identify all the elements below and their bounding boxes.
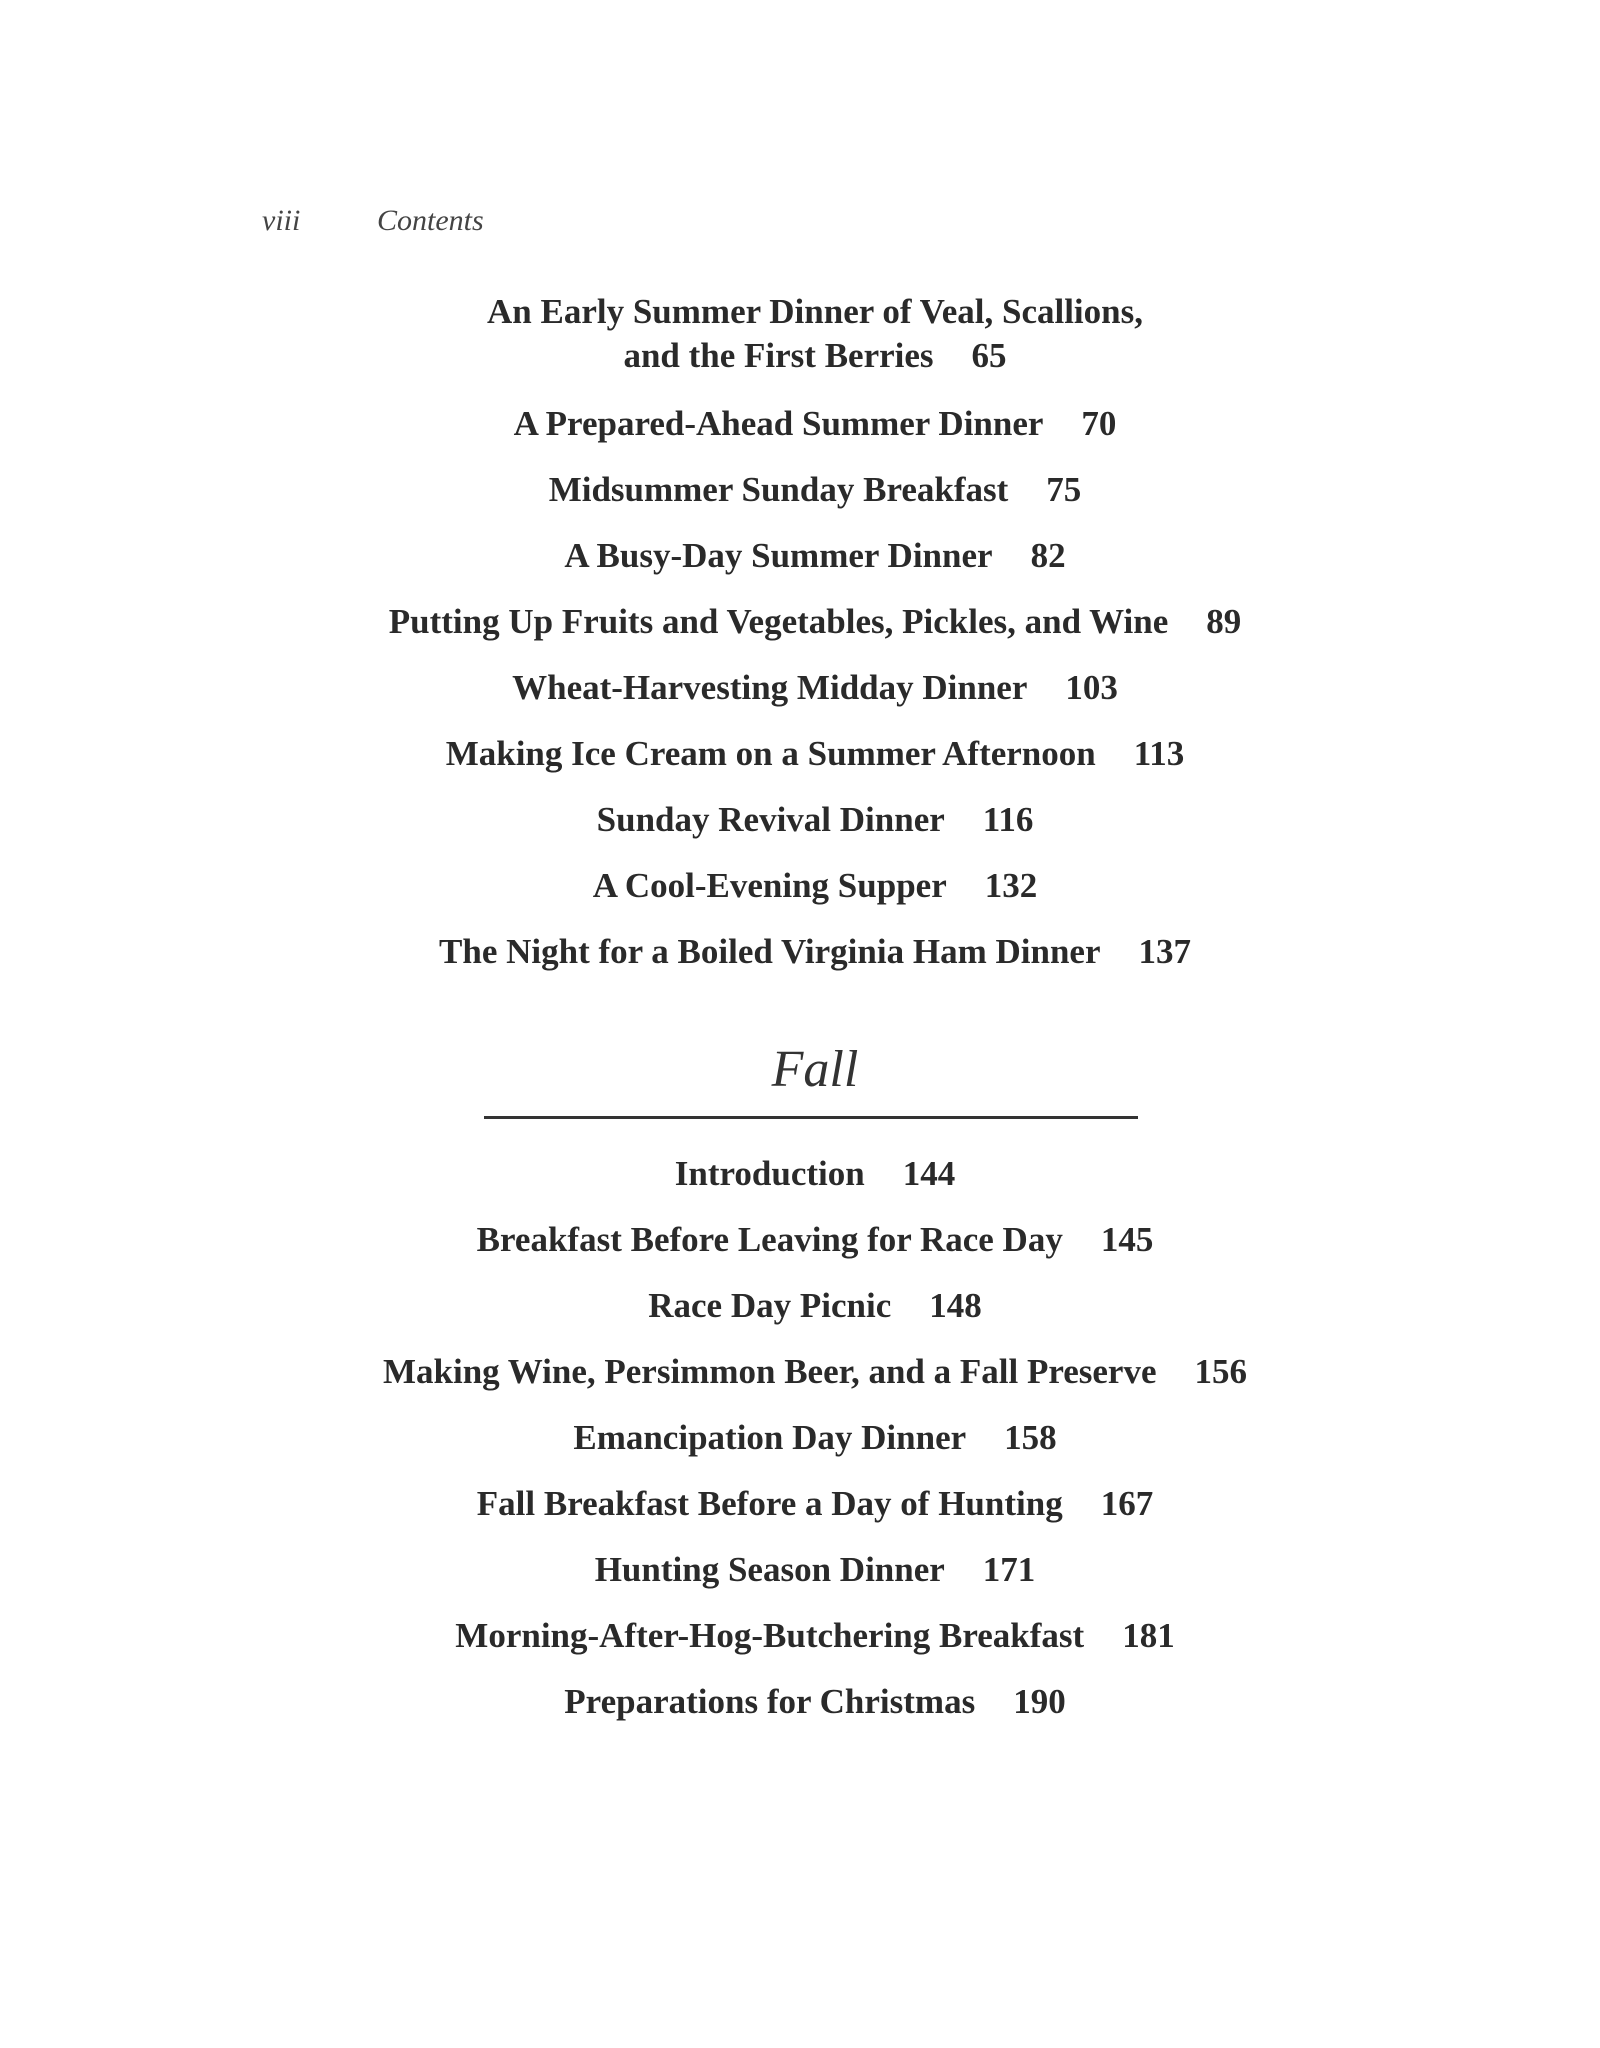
toc-entry-page: 132 <box>984 866 1038 905</box>
fall-contents-list <box>0 1152 1600 1746</box>
toc-entry <box>0 1482 1600 1548</box>
toc-entry-title: Making Wine, Persimmon Beer, and a Fall Preserve <box>382 1352 1157 1391</box>
toc-entry-title: Midsummer Sunday Breakfast <box>548 470 1009 509</box>
toc-entry <box>0 600 1600 666</box>
toc-entry-title: Fall Breakfast Before a Day of Hunting <box>476 1484 1063 1523</box>
toc-entry-title-line-2: and the First Berries <box>623 336 934 375</box>
toc-entry-page: 181 <box>1122 1616 1175 1655</box>
toc-entry-title-line-1: An Early Summer Dinner of Veal, Scallions, <box>487 292 1143 331</box>
toc-entry-title: Sunday Revival Dinner <box>596 800 945 839</box>
toc-entry-page: 70 <box>1081 404 1117 443</box>
toc-entry-page: 75 <box>1046 470 1082 509</box>
toc-entry <box>0 1152 1600 1218</box>
toc-entry-title: Race Day Picnic <box>648 1286 892 1325</box>
toc-entry <box>0 732 1600 798</box>
running-title: Contents <box>377 204 484 237</box>
toc-entry-page: 144 <box>902 1154 956 1193</box>
section-divider <box>484 1116 1138 1119</box>
page-number: viii <box>262 204 301 237</box>
toc-entry <box>0 1680 1600 1746</box>
toc-entry <box>0 930 1600 996</box>
toc-entry <box>0 1350 1600 1416</box>
toc-entry-page: 171 <box>982 1550 1036 1589</box>
toc-entry-title: Breakfast Before Leaving for Race Day <box>476 1220 1063 1259</box>
toc-entry-title: Making Ice Cream on a Summer Afternoon <box>445 734 1096 773</box>
toc-entry-title: Preparations for Christmas <box>564 1682 976 1721</box>
toc-entry-page: 89 <box>1206 602 1242 641</box>
toc-entry-page: 82 <box>1030 536 1066 575</box>
toc-entry <box>0 666 1600 732</box>
toc-entry-title: A Busy-Day Summer Dinner <box>564 536 993 575</box>
toc-entry <box>0 402 1600 468</box>
toc-entry <box>0 864 1600 930</box>
toc-entry <box>0 1614 1600 1680</box>
toc-entry <box>0 1416 1600 1482</box>
toc-entry-page: 145 <box>1100 1220 1154 1259</box>
toc-entry-page: 156 <box>1194 1352 1247 1391</box>
toc-entry-page: 137 <box>1138 932 1191 971</box>
toc-entry-page: 113 <box>1133 734 1185 773</box>
toc-entry-title: A Cool-Evening Supper <box>592 866 947 905</box>
toc-entry <box>0 468 1600 534</box>
toc-entry <box>0 534 1600 600</box>
toc-entry-title: Wheat-Harvesting Midday Dinner <box>512 668 1028 707</box>
toc-entry-title: Morning-After-Hog-Butchering Breakfast <box>455 1616 1085 1655</box>
toc-entry-page: 158 <box>1004 1418 1057 1457</box>
toc-entry-title: A Prepared-Ahead Summer Dinner <box>513 404 1044 443</box>
toc-entry-title: Emancipation Day Dinner <box>573 1418 967 1457</box>
toc-entry-title: The Night for a Boiled Virginia Ham Dinner <box>439 932 1101 971</box>
toc-entry-page: 167 <box>1100 1484 1154 1523</box>
toc-entry <box>0 290 1600 402</box>
toc-entry-title: Hunting Season Dinner <box>594 1550 945 1589</box>
toc-entry-title: Putting Up Fruits and Vegetables, Pickles, and Wine <box>388 602 1169 641</box>
section-heading-fall: Fall <box>771 1041 859 1098</box>
toc-entry-title: Introduction <box>674 1154 865 1193</box>
toc-entry-page: 103 <box>1065 668 1118 707</box>
toc-entry <box>0 1548 1600 1614</box>
toc-entry-page: 148 <box>929 1286 982 1325</box>
toc-entry <box>0 798 1600 864</box>
toc-entry <box>0 1284 1600 1350</box>
running-head <box>262 204 484 238</box>
toc-entry-page: 65 <box>971 336 1007 375</box>
toc-entry-page: 116 <box>982 800 1034 839</box>
summer-contents-list <box>0 290 1600 996</box>
toc-entry-page: 190 <box>1013 1682 1066 1721</box>
toc-entry <box>0 1218 1600 1284</box>
